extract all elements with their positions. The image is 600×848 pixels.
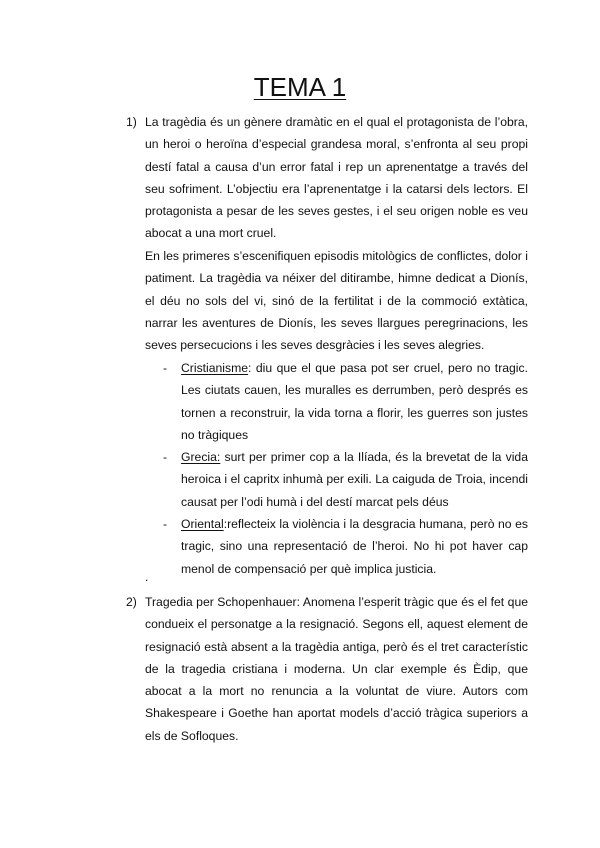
bullet-term-cristianisme: Cristianisme <box>181 361 249 375</box>
page-title <box>0 71 600 103</box>
bullet-text-oriental: :reflecteix la violència i la desgracia humana, però no es tragic, sino una representació de l’heroi. No hi pot haver cap menol de compensació per què implica justicia. <box>181 517 528 576</box>
bullet-list <box>163 357 528 580</box>
bullet-term-grecia: Grecia: <box>181 450 221 465</box>
list-item-1-paragraph-2: En les primeres s’escenifiquen episodis mitològics de conflictes, dolor i patiment. La tragèdia va néixer del ditirambe, himne dedicat a Dionís, el déu no sols del vi, sinó de la fertilitat i de la commoció extàtica, narrar les aventures de Dionís, les seves llargues peregrinacions, les seves persecucions i les seves desgràcies i les seves alegries. <box>145 249 528 353</box>
bullet-item-oriental <box>163 513 528 580</box>
bullet-item-cristianisme <box>163 357 528 446</box>
list-item-1-number: 1) <box>126 115 137 129</box>
bullet-dash: - <box>163 517 168 532</box>
list-item-2-number: 2) <box>126 595 137 609</box>
list-item-1-paragraph-1: La tragèdia és un gènere dramàtic en el qual el protagonista de l’obra, un heroi o heroïna d’especial grandesa moral, s’enfronta al seu propi destí fatal a causa d’un error fatal i rep un aprenentatge a través del seu sofriment. L’objectiu era l’aprenentatge i la catarsi dels lectors. El protagonista a pesar de les seves gestes, i el seu origen noble es veu abocat a una mort cruel. <box>145 115 528 241</box>
bullet-dash: - <box>163 361 168 375</box>
page-title-text: TEMA 1 <box>253 72 347 102</box>
bullet-item-grecia <box>163 446 528 513</box>
bullet-term-oriental: Oriental <box>181 517 224 532</box>
bullet-text-grecia: surt per primer cop a la Ilíada, és la brevetat de la vida heroica i el capritx inhumà per exili. La caiguda de Troia, incendi causat per l’odi humà i del destí marcat pels déus <box>181 450 528 509</box>
trailing-dot: . <box>145 570 149 584</box>
bullet-text-cristianisme: : diu que el que pasa pot ser cruel, pero no tragic. Les ciutats cauen, les muralles es derrumben, però després es tornen a reconstruir, la vida torna a florir, les guerres son justes no tràgiques <box>181 361 528 442</box>
bullet-dash: - <box>163 450 168 465</box>
list-item-2-paragraph-1: Tragedia per Schopenhauer: Anomena l’esperit tràgic que és el fet que condueix el personatge a la resignació. Segons ell, aquest element de resignació està absent a la tragèdia antiga, però és el tret característic de la tragedia cristiana i moderna. Un clar exemple és Èdip, que abocat a la mort no renuncia a la voluntat de viure. Autors com Shakespeare i Goethe han aportat models d’acció tràgica superiors a els de Sofloques. <box>145 595 528 743</box>
